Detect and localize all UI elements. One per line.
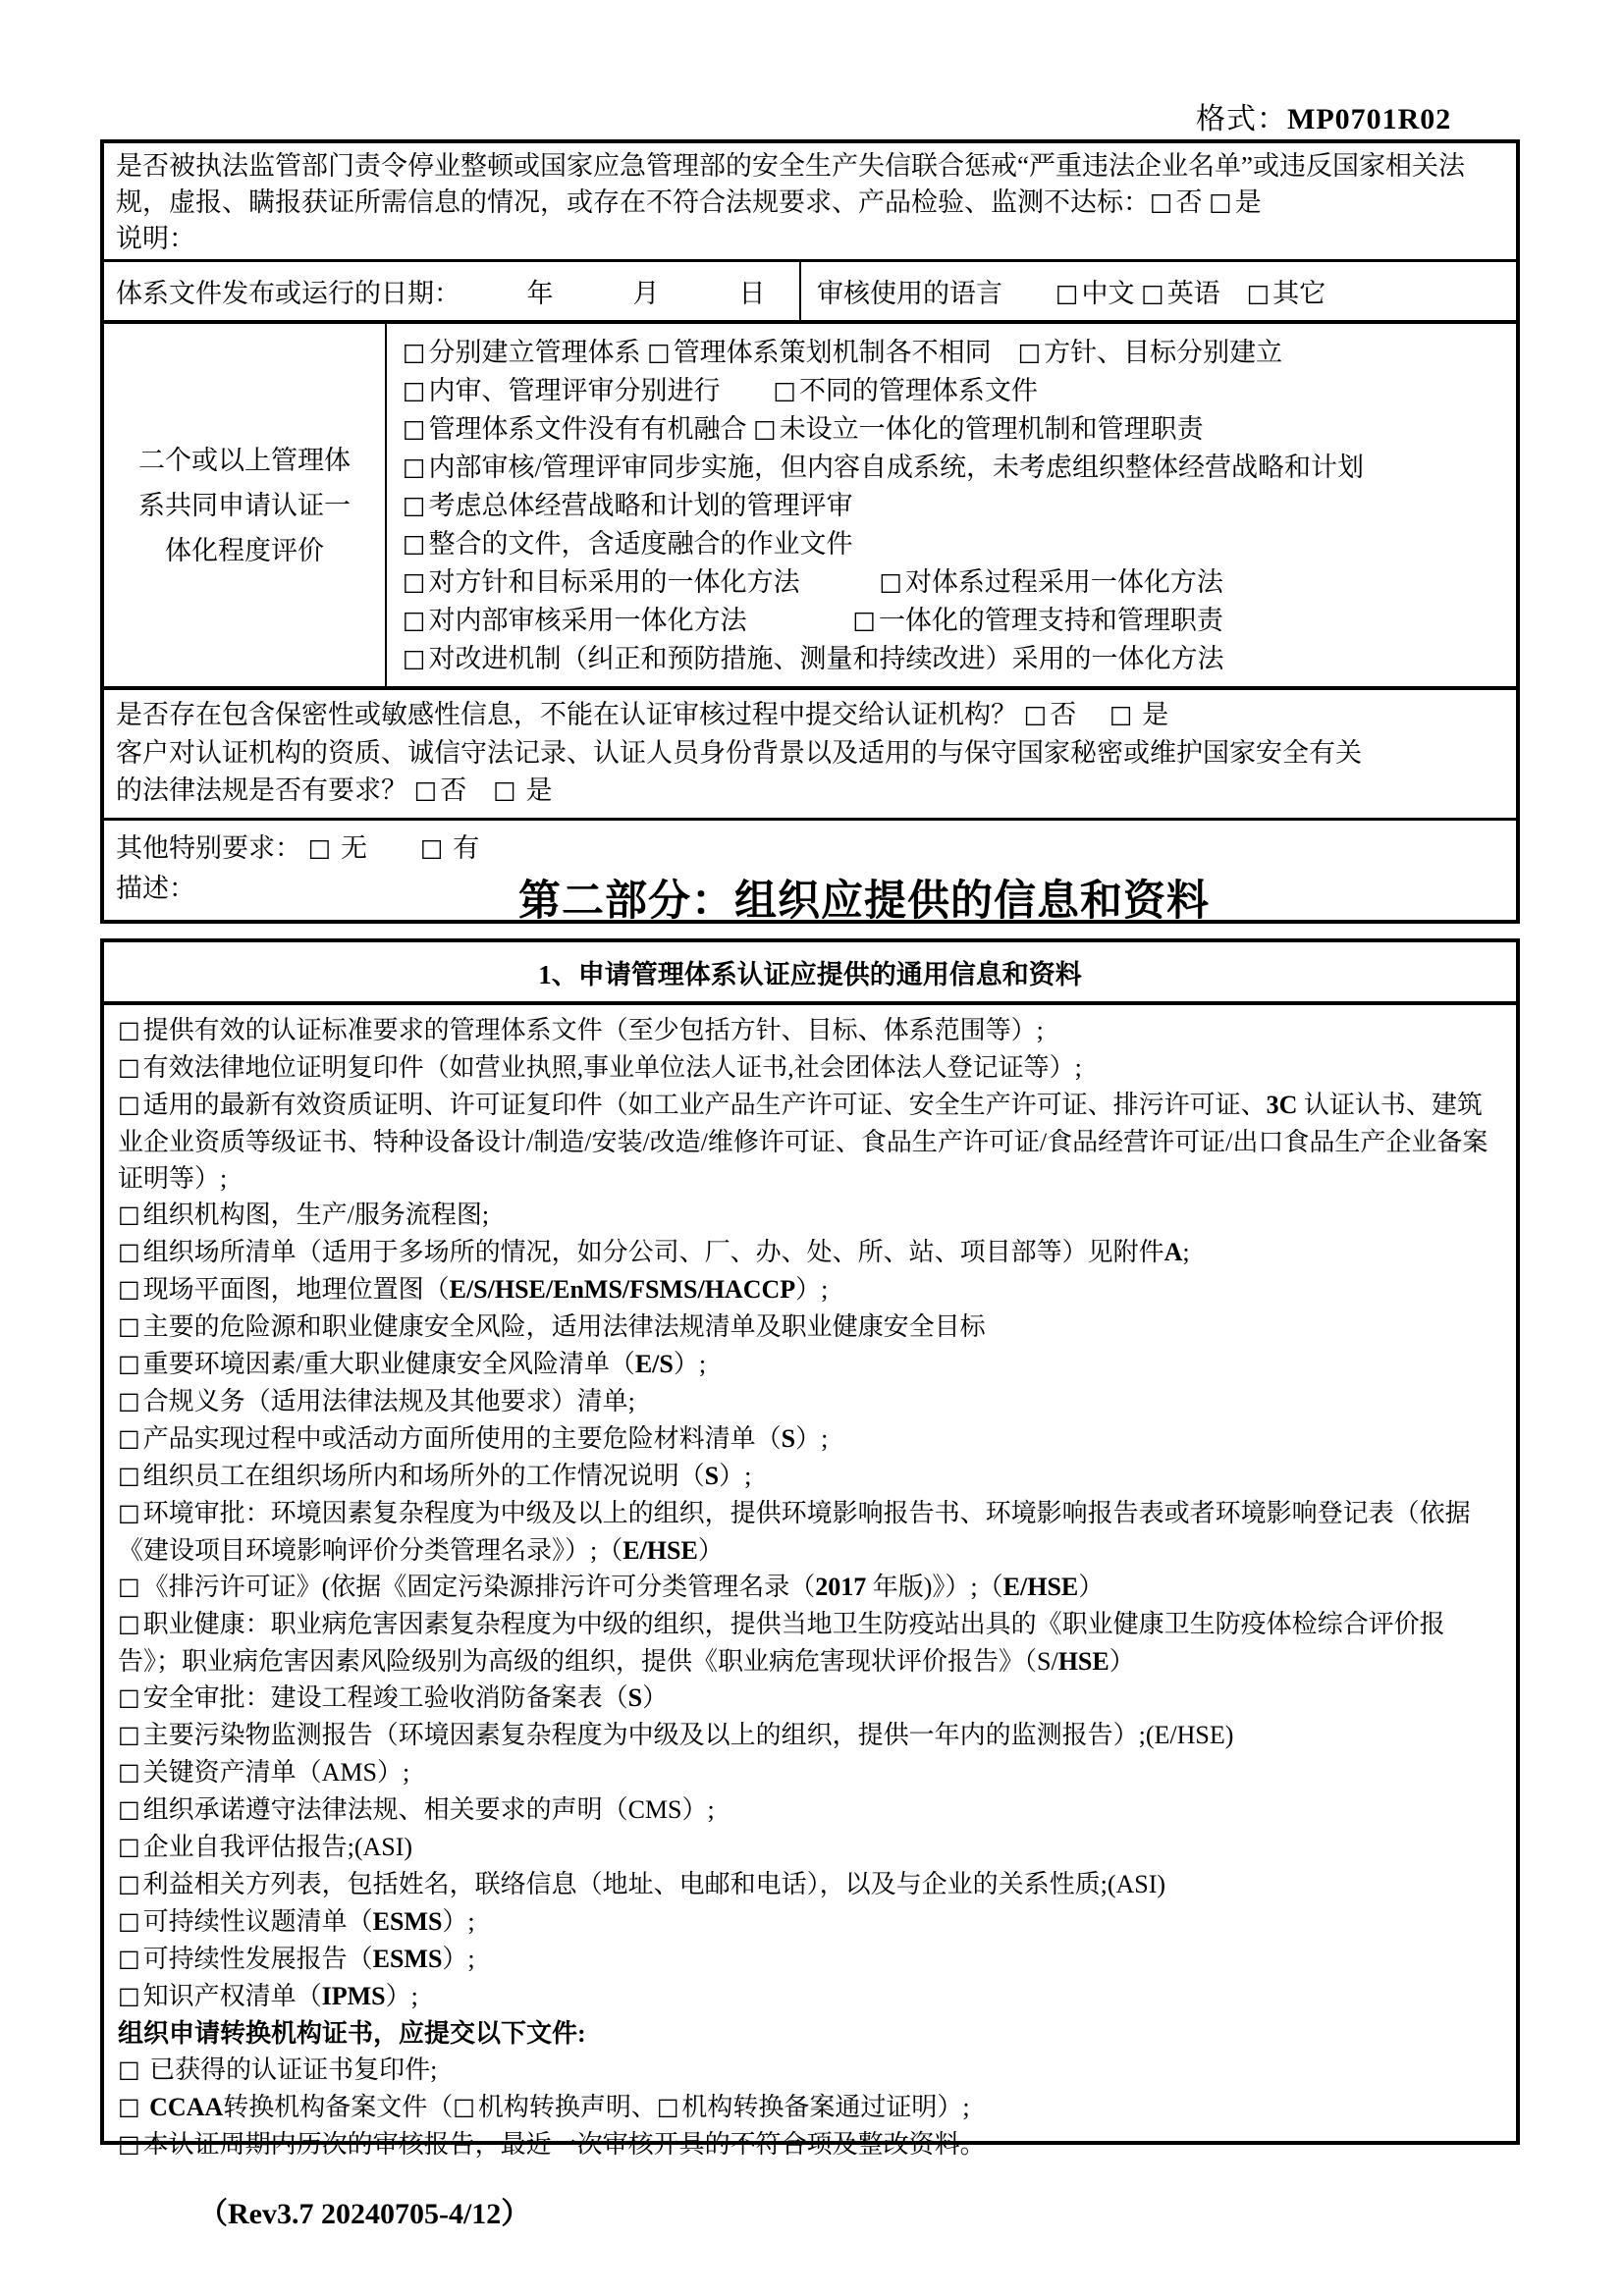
text-line <box>403 410 1506 449</box>
checkbox-icon[interactable]: □ <box>1055 279 1079 307</box>
text-run: 描述： <box>116 874 195 903</box>
text-run: ）; <box>385 1982 418 2010</box>
text-run: 机构转换备案通过证明）; <box>681 2093 970 2121</box>
checklist-item <box>118 2052 1502 2089</box>
checklist-item <box>118 1197 1502 1234</box>
checklist-item <box>118 1606 1502 1680</box>
text-run: 机构转换声明、 <box>477 2093 657 2121</box>
checkbox-icon[interactable]: □ <box>773 376 796 404</box>
checkbox-icon[interactable]: □ <box>118 1758 140 1786</box>
checklist-item <box>118 1717 1502 1754</box>
text-run: 关键资产清单（AMS）; <box>142 1758 410 1787</box>
text-run: 体系文件发布或运行的日期： 年 月 日 <box>116 279 766 308</box>
text-run: 有效法律地位证明复印件（如营业执照,事业单位法人证书,社会团体法人登记证等）; <box>142 1053 1082 1082</box>
checkbox-icon[interactable]: □ <box>1023 700 1048 728</box>
checkbox-icon[interactable]: □ <box>307 833 332 862</box>
checklist-item <box>118 1308 1502 1346</box>
checkbox-icon[interactable]: □ <box>118 2056 140 2083</box>
format-header <box>1196 94 1451 137</box>
checklist-item <box>118 1903 1502 1941</box>
text-run: S <box>627 1683 643 1712</box>
checkbox-icon[interactable]: □ <box>118 1945 140 1972</box>
text-run: ; <box>1182 1238 1190 1266</box>
text-run: ） <box>642 1683 669 1712</box>
checkbox-icon[interactable]: □ <box>1141 279 1164 307</box>
text-run: 否 <box>440 775 494 805</box>
checklist-item <box>118 1087 1502 1197</box>
text-run: 主要的危险源和职业健康安全风险，适用法律法规清单及职业健康安全目标 <box>142 1312 986 1341</box>
text-run: 组织承诺遵守法律法规、相关要求的声明（CMS）; <box>142 1795 715 1824</box>
text-run: 可持续性发展报告（ <box>142 1945 373 1973</box>
checkbox-icon[interactable]: □ <box>1109 700 1133 728</box>
text-run: 审核使用的语言 <box>817 279 1055 308</box>
text-run: 有 <box>446 833 480 863</box>
checkbox-icon[interactable]: □ <box>1017 338 1042 366</box>
checkbox-icon[interactable]: □ <box>413 775 438 804</box>
text-run: ）; <box>795 1275 829 1304</box>
text-run: 已获得的认证证书复印件; <box>142 2056 438 2084</box>
text-run: 提供有效的认证标准要求的管理体系文件（至少包括方针、目标、体系范围等）; <box>142 1016 1044 1044</box>
checkbox-icon[interactable]: □ <box>118 1016 140 1043</box>
text-run: 不同的管理体系文件 <box>798 376 1038 405</box>
checkbox-icon[interactable]: □ <box>118 1795 140 1823</box>
text-run: 否 <box>1050 700 1109 729</box>
format-label: 格式： <box>1196 103 1287 135</box>
checklist-item <box>118 2089 1502 2126</box>
text-line <box>403 449 1506 487</box>
text-run: ）; <box>442 1945 475 1973</box>
text-line <box>403 334 1506 372</box>
text-run: ）; <box>673 1350 707 1378</box>
checkbox-icon[interactable]: □ <box>118 1275 140 1303</box>
checkbox-icon[interactable]: □ <box>403 376 426 404</box>
text-run: 对内部审核采用一体化方法 <box>428 606 853 635</box>
text-run: 认证认书、建筑业企业资质等级证书、特种设备设计/制造/安装/改造/维修许可证、食品生产许可证/食品经营许可证/出口食品生产企业备案证明等）; <box>118 1091 1488 1193</box>
checkbox-icon[interactable]: □ <box>403 606 426 634</box>
text-run: 内审、管理评审分别进行 <box>428 376 774 405</box>
text-run: 是否被执法监管部门责令停业整顿或国家应急管理部的安全生产失信联合惩戒“严重违法企业名单”或违反国家相关法规，虚报、瞒报获证所需信息的情况，或存在不符合法规要求、产品检验、监测不达标： <box>116 151 1465 217</box>
text-run: 英语 <box>1166 279 1247 308</box>
checkbox-icon[interactable]: □ <box>118 1907 140 1935</box>
checkbox-icon[interactable]: □ <box>118 1610 140 1637</box>
text-run: 企业自我评估报告;(ASI) <box>142 1833 413 1861</box>
text-run: ESMS <box>372 1945 443 1973</box>
checkbox-icon[interactable]: □ <box>118 1870 140 1897</box>
section2-title: 第二部分：组织应提供的信息和资料 <box>518 879 1210 925</box>
text-run: 分别建立管理体系 <box>428 338 648 367</box>
checkbox-icon[interactable]: □ <box>1209 187 1232 216</box>
checklist-item <box>118 1049 1502 1087</box>
checkbox-icon[interactable]: □ <box>118 1238 140 1265</box>
text-run: 可持续性议题清单（ <box>142 1907 373 1936</box>
checkbox-icon[interactable]: □ <box>1150 187 1173 216</box>
text-run: 现场平面图，地理位置图（ <box>142 1275 450 1304</box>
text-run: 安全审批：建设工程竣工验收消防备案表（ <box>142 1683 628 1712</box>
integration-evaluation-label: 二个或以上管理体系共同申请认证一体化程度评价 <box>104 324 387 686</box>
text-run: 的法律法规是否有要求？ <box>116 775 414 805</box>
text-run: 职业健康：职业病危害因素复杂程度为中级的组织，提供当地卫生防疫站出具的《职业健康卫生防疫体检综合评价报告》；职业病危害因素风险级别为高级的组织，提供《职业病危害现状评价报告》（S/ <box>118 1610 1445 1676</box>
checklist-item <box>118 1458 1502 1495</box>
checkbox-icon[interactable]: □ <box>753 414 777 443</box>
text-run: 环境审批：环境因素复杂程度为中级及以上的组织，提供环境影响报告书、环境影响报告表或者环境影响登记表（依据《建设项目环境影响评价分类管理名录》）;（ <box>118 1499 1471 1565</box>
checkbox-icon[interactable]: □ <box>403 414 426 443</box>
checkbox-icon[interactable]: □ <box>403 453 426 481</box>
text-line <box>403 487 1506 525</box>
checklist-item <box>118 1978 1502 2015</box>
text-run: ）; <box>719 1462 752 1490</box>
checkbox-icon[interactable]: □ <box>118 1424 140 1452</box>
integration-evaluation-options <box>387 324 1516 686</box>
text-run: 2017 <box>815 1573 867 1601</box>
checkbox-icon[interactable]: □ <box>118 1499 140 1526</box>
text-run: 管理体系文件没有有机融合 <box>428 414 754 444</box>
text-run: 合规义务（适用法律法规及其他要求）清单; <box>142 1387 635 1415</box>
checkbox-icon[interactable]: □ <box>879 567 902 596</box>
checkbox-icon[interactable]: □ <box>118 1201 140 1228</box>
table-row-integration-evaluation <box>104 320 1516 686</box>
table-row-enforcement-question <box>104 143 1516 259</box>
text-line <box>116 734 1504 772</box>
text-run: 管理体系策划机制各不相同 <box>673 338 1018 367</box>
table2-header: 1、申请管理体系认证应提供的通用信息和资料 <box>104 942 1516 1005</box>
text-run: A <box>1163 1238 1183 1266</box>
enforcement-question-text <box>116 148 1504 221</box>
checkbox-icon[interactable]: □ <box>118 1387 140 1415</box>
checklist-item <box>118 1271 1502 1308</box>
checkbox-icon[interactable]: □ <box>118 1573 140 1600</box>
checkbox-icon[interactable]: □ <box>403 529 426 558</box>
text-run: 年版)》）;（ <box>866 1573 1003 1601</box>
checklist-item <box>118 1420 1502 1458</box>
checkbox-icon[interactable]: □ <box>118 2093 140 2120</box>
text-run: 整合的文件，含适度融合的作业文件 <box>428 529 853 559</box>
checkbox-icon[interactable]: □ <box>852 606 876 634</box>
text-run: 对方针和目标采用的一体化方法 <box>428 567 880 597</box>
checkbox-icon[interactable]: □ <box>656 2093 679 2120</box>
checklist-item <box>118 1791 1502 1829</box>
text-run: S <box>704 1462 720 1490</box>
note-label: 说明： <box>116 224 195 253</box>
checkbox-icon[interactable]: □ <box>403 338 426 366</box>
checklist-item <box>118 1383 1502 1420</box>
checkbox-icon[interactable]: □ <box>1246 279 1271 307</box>
checklist-item <box>118 1829 1502 1866</box>
checkbox-icon[interactable]: □ <box>118 1053 140 1081</box>
text-run: ）; <box>442 1907 475 1936</box>
text-run: ） <box>697 1536 724 1565</box>
table-application-questions <box>100 139 1520 924</box>
text-run: 其它 <box>1272 279 1326 308</box>
text-line <box>403 563 1506 602</box>
text-run: 3C <box>1266 1091 1298 1119</box>
text-run: 产品实现过程中或活动方面所使用的主要危险材料清单（ <box>142 1424 782 1453</box>
table-row-confidentiality-question <box>104 686 1516 818</box>
checkbox-icon[interactable]: □ <box>118 1462 140 1489</box>
text-run: 未设立一体化的管理机制和管理职责 <box>779 414 1204 444</box>
checkbox-icon[interactable]: □ <box>419 833 444 862</box>
text-run: 是 <box>1135 700 1169 729</box>
audit-language-cell <box>801 262 1516 320</box>
text-run: 无 <box>334 833 420 863</box>
text-run: 重要环境因素/重大职业健康安全风险清单（ <box>142 1350 635 1378</box>
text-line <box>403 640 1506 678</box>
text-run: 一体化的管理支持和管理职责 <box>878 606 1223 635</box>
text-run: 转换机构备案文件（ <box>223 2093 454 2121</box>
checkbox-icon[interactable]: □ <box>118 1683 140 1711</box>
checkbox-icon[interactable]: □ <box>403 644 426 672</box>
text-run: 适用的最新有效资质证明、许可证复印件（如工业产品生产许可证、安全生产许可证、排污许可证、 <box>142 1091 1267 1119</box>
text-run: 组织员工在组织场所内和场所外的工作情况说明（ <box>142 1462 705 1490</box>
text-run: 组织机构图，生产/服务流程图; <box>142 1201 490 1229</box>
checkbox-icon[interactable]: □ <box>118 1312 140 1340</box>
checkbox-icon[interactable]: □ <box>118 1721 140 1748</box>
text-line <box>403 602 1506 640</box>
text-run: ESMS <box>372 1907 443 1936</box>
checklist-item <box>118 1866 1502 1903</box>
text-run: 是 <box>518 775 553 805</box>
checklist-item <box>118 1012 1502 1049</box>
text-run: 利益相关方列表，包括姓名，联络信息（地址、电邮和电话），以及与企业的关系性质;(ASI) <box>142 1870 1166 1898</box>
checklist-item <box>118 1234 1502 1271</box>
text-run: 是否存在包含保密性或敏感性信息，不能在认证审核过程中提交给认证机构？ <box>116 700 1024 729</box>
text-run: 否 <box>1175 187 1210 217</box>
table-row-dates-language <box>104 259 1516 320</box>
text-run: 内部审核/管理评审同步实施，但内容自成系统，未考虑组织整体经营战略和计划 <box>428 453 1364 482</box>
text-run: E/S/HSE/EnMS/FSMS/HACCP <box>449 1275 796 1304</box>
text-run: 本认证周期内历次的审核报告，最近一次审核开具的不符合项及整改资料。 <box>142 2130 986 2159</box>
text-run: S <box>781 1424 796 1453</box>
checklist-item <box>118 1941 1502 1978</box>
checkbox-icon[interactable]: □ <box>118 1091 140 1118</box>
revision-footer: （Rev3.7 20240705-4/12） <box>198 2198 531 2230</box>
table-required-information <box>100 938 1520 2159</box>
text-run: 其他特别要求： <box>116 833 308 863</box>
checkbox-icon[interactable]: □ <box>118 1982 140 2009</box>
text-run: E/S <box>634 1350 674 1378</box>
checkbox-icon[interactable]: □ <box>118 1350 140 1377</box>
text-run: ） <box>1078 1573 1105 1601</box>
checklist-item <box>118 1680 1502 1717</box>
text-run: 客户对认证机构的资质、诚信守法记录、认证人员身份背景以及适用的与保守国家秘密或维护国家安全有关 <box>116 738 1362 768</box>
checkbox-icon[interactable]: □ <box>118 2130 140 2158</box>
checkbox-icon[interactable]: □ <box>453 2093 475 2120</box>
checkbox-icon[interactable]: □ <box>403 567 426 596</box>
text-run: 考虑总体经营战略和计划的管理评审 <box>428 491 853 520</box>
text-run: 方针、目标分别建立 <box>1044 338 1283 367</box>
checklist-item <box>118 1495 1502 1569</box>
text-run: 组织申请转换机构证书，应提交以下文件: <box>118 2019 586 2048</box>
checklist-item <box>118 1569 1502 1606</box>
text-run: E/HSE <box>622 1536 698 1565</box>
checkbox-icon[interactable]: □ <box>647 338 671 366</box>
checklist-item <box>118 1754 1502 1791</box>
text-run: 组织场所清单（适用于多场所的情况，如分公司、厂、办、处、所、站、项目部等）见附件 <box>142 1238 1164 1266</box>
text-line <box>116 696 1504 734</box>
checklist-item <box>118 2126 1502 2163</box>
text-run: 主要污染物监测报告（环境因素复杂程度为中级及以上的组织，提供一年内的监测报告）;(E/HSE) <box>142 1721 1234 1749</box>
checkbox-icon[interactable]: □ <box>493 775 516 804</box>
text-run: 对改进机制（纠正和预防措施、测量和持续改进）采用的一体化方法 <box>428 644 1224 673</box>
format-code: MP0701R02 <box>1287 103 1452 135</box>
text-run: E/HSE <box>1002 1573 1079 1601</box>
text-run: 中文 <box>1081 279 1142 308</box>
table2-checklist <box>104 1005 1516 2163</box>
text-run: 知识产权清单（ <box>142 1982 322 2010</box>
checkbox-icon[interactable]: □ <box>403 491 426 519</box>
text-run: 《排污许可证》(依据《固定污染源排污许可分类管理名录（ <box>142 1573 816 1601</box>
text-run: ） <box>1109 1647 1135 1676</box>
text-run: HSE <box>1057 1647 1109 1676</box>
text-run: IPMS <box>321 1982 386 2010</box>
text-run: 是 <box>1234 187 1262 217</box>
text-line <box>403 525 1506 563</box>
system-doc-date-cell <box>104 262 801 320</box>
checklist-item <box>118 2015 1502 2052</box>
text-line <box>116 772 1504 810</box>
checkbox-icon[interactable]: □ <box>118 1833 140 1860</box>
text-line <box>116 828 1504 869</box>
text-run: CCAA <box>149 2093 224 2121</box>
checklist-item <box>118 1346 1502 1383</box>
text-run: ）; <box>795 1424 829 1453</box>
text-run: 对体系过程采用一体化方法 <box>904 567 1223 597</box>
text-line <box>403 372 1506 410</box>
